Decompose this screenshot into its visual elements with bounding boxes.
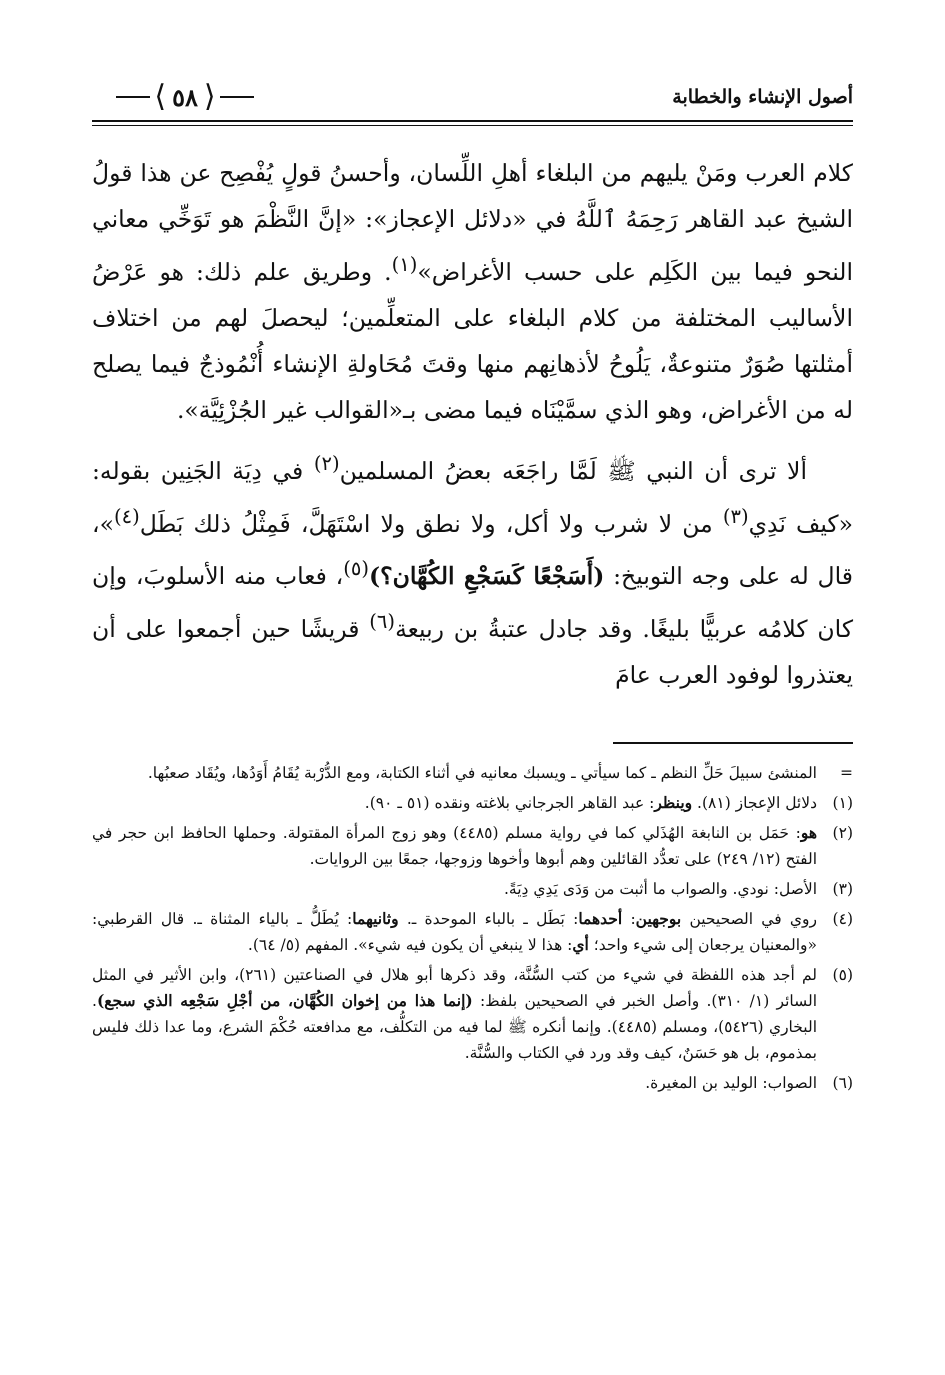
text-run: : هذا لا ينبغي أن يكون فيه شيء». المفهم (٥/ ٦٤). — [247, 936, 573, 954]
footnote-mark: (٥) — [832, 966, 853, 984]
footnote-mark: = — [840, 764, 853, 782]
text-run: قريشًا حين أجمعوا على أن يعتذروا لوفود العرب عامَ — [92, 615, 853, 690]
text-run-bold: (إنما هذا من إخوان الكُهَّان، من أجْلِ سَجْعِه الذي سجع) — [96, 991, 473, 1010]
footnote-3 — [92, 876, 853, 902]
hadith-quote: (أَسَجْعًا كَسَجْعِ الكُهَّان؟) — [369, 562, 605, 591]
text-run: في دِيَة الجَنِين بقوله: «كيف نَدِي — [92, 456, 853, 538]
ornament-bracket-left: ⟨ — [154, 79, 167, 114]
text-run: »، قال له على وجه التوبيخ: — [92, 509, 853, 591]
text-run-bold: أحدهما — [578, 909, 623, 928]
text-run: لم أجد هذه اللفظة في شيء من كتب السُّنَّة، وقد ذكرها أبو هلال في الصناعتين (٢٦١)، وابن الأثير في المثل السائر (١/ ٣١٠). وأصل الخبر في الصحيحين بلفظ: — [92, 966, 818, 1010]
footnote-text — [92, 962, 817, 1066]
footnote-text — [92, 790, 817, 816]
footnote-separator — [613, 742, 853, 744]
text-run: دلائل الإعجاز (٨١). — [692, 794, 817, 812]
ornament-dash — [220, 96, 254, 98]
header-rule-thin — [92, 125, 853, 126]
text-run-bold: أي — [572, 935, 589, 954]
footnote-text: الصواب: الوليد بن المغيرة. — [645, 1074, 817, 1092]
text-run: كلام العرب ومَنْ يليهم من البلغاء أهلِ اللِّسان، وأحسنُ قولٍ يُفْصِح عن هذا قولُ الشيخ عبد القاهر رَحِمَهُ ٱللَّهُ في «دلائل الإعجاز»: «إنَّ النَّظْمَ هو تَوَخِّي معاني النحو فيما بين الكَلِم على حسب الأغراض» — [92, 159, 853, 286]
footnote-ref: (٥) — [343, 557, 370, 581]
footnote-mark: (٤) — [832, 910, 853, 928]
text-run: ، فعاب منه الأسلوبَ، وإن كان كلامُه عربيًّا بليغًا. وقد جادل عتبةُ بن ربيعة — [92, 562, 854, 644]
footnote-text — [92, 906, 817, 958]
text-run-bold: هو — [800, 823, 817, 842]
footnote-text: الأصل: نودي. والصواب ما أثبت من وَدَى يَدِي دِيَةً. — [503, 880, 817, 898]
footnote-text: المنشئ سبيلَ حَلِّ النظم ـ كما سيأتي ـ ويسبك معانيه في أثناء الكتابة، ومع الدُّرْبة يُقَامُ أَوَدُها، ويُقَاد صعبُها. — [147, 764, 817, 782]
page-number-badge — [110, 76, 260, 118]
running-title: أصول الإنشاء والخطابة — [672, 86, 853, 108]
main-text — [92, 150, 853, 698]
ornament-bracket-right: ⟩ — [203, 79, 216, 114]
footnote-text — [92, 820, 817, 872]
footnote-mark: (١) — [832, 794, 853, 812]
paragraph-2 — [92, 441, 853, 698]
text-run: : يُطَلُّ ـ بالياء المثناة ـ. قال القرطبي: «والمعنيان يرجعان إلى شيء واحد؛ — [92, 910, 817, 954]
footnote-mark: (٣) — [832, 880, 853, 898]
text-run: ألا ترى أن النبي ﷺ لَمَّا راجَعَه بعضُ المسلمين — [339, 456, 807, 485]
footnote-4 — [92, 906, 853, 958]
text-run: : عبد القاهر الجرجاني بلاغته ونقده (٥١ ـ ٩٠). — [364, 794, 655, 812]
footnote-2 — [92, 820, 853, 872]
page-header — [92, 78, 853, 126]
text-run: : حَمَل بن النابغة الهُذَلي كما في رواية مسلم (٤٤٨٥) وهو زوج المرأة المقتولة. وحملها الحافظ ابن حجر في الفتح (١٢/ ٢٤٩) على تعدُّد القائلين وهم أبوها وأخوها وزوجها، جمعًا بين الروايات. — [92, 824, 817, 868]
footnote-mark: (٦) — [832, 1074, 853, 1092]
page-number: ٥٨ — [172, 82, 198, 112]
footnote-6 — [92, 1070, 853, 1096]
footnote-ref: (٣) — [722, 504, 749, 528]
text-run-bold: وثانيهما — [352, 909, 399, 928]
footnote-5 — [92, 962, 853, 1066]
footnote-mark: (٢) — [832, 824, 853, 842]
text-run: روي في الصحيحين — [681, 910, 817, 928]
text-run-bold: بوجهين — [635, 909, 682, 928]
footnote-ref: (٦) — [369, 610, 396, 634]
text-run: . البخاري (٥٤٢٦)، ومسلم (٤٤٨٥). وإنما أنكره ﷺ لما فيه من التكلُّف، مع مدافعته حُكْمَ الشرع، وما عدا ذلك فليس بمذموم، بل هو حَسَنٌ، كيف وقد ورد في الكتاب والسُّنَّة. — [92, 992, 817, 1062]
header-rule — [92, 120, 853, 122]
text-run: : — [622, 910, 636, 928]
footnote-ref: (٢) — [313, 451, 340, 475]
footnote-ref: (١) — [391, 253, 418, 276]
ornament-dash — [116, 96, 150, 98]
paragraph-1 — [92, 150, 853, 433]
footnote-continuation — [92, 760, 853, 786]
footnotes — [92, 760, 853, 1100]
text-run: . وطريق علم ذلك: هو عَرْضُ الأساليب المختلفة من كلام البلغاء على المتعلِّمين؛ ليحصلَ لهم من اختلاف أمثلتها صُوَرٌ متنوعةٌ، يَلُوحُ لأذهانِهم منها وقتَ مُحَاولةِ الإنشاء أُنْمُوذجٌ فيما يصلح له من الأغراض، وهو الذي سمَّيْنَاه فيما مضى بـ«القوالب غير الجُزْئِيَّة». — [92, 257, 853, 424]
text-run: من لا شرب ولا أكل، ولا نطق ولا اسْتَهَلَّ، فَمِثْلُ ذلك بَطَل — [139, 509, 723, 538]
footnote-ref: (٤) — [113, 504, 140, 528]
footnote-1 — [92, 790, 853, 816]
text-run: : بَطَل ـ بالباء الموحدة ـ. — [398, 910, 579, 928]
text-run-bold: وينظر — [654, 793, 693, 812]
